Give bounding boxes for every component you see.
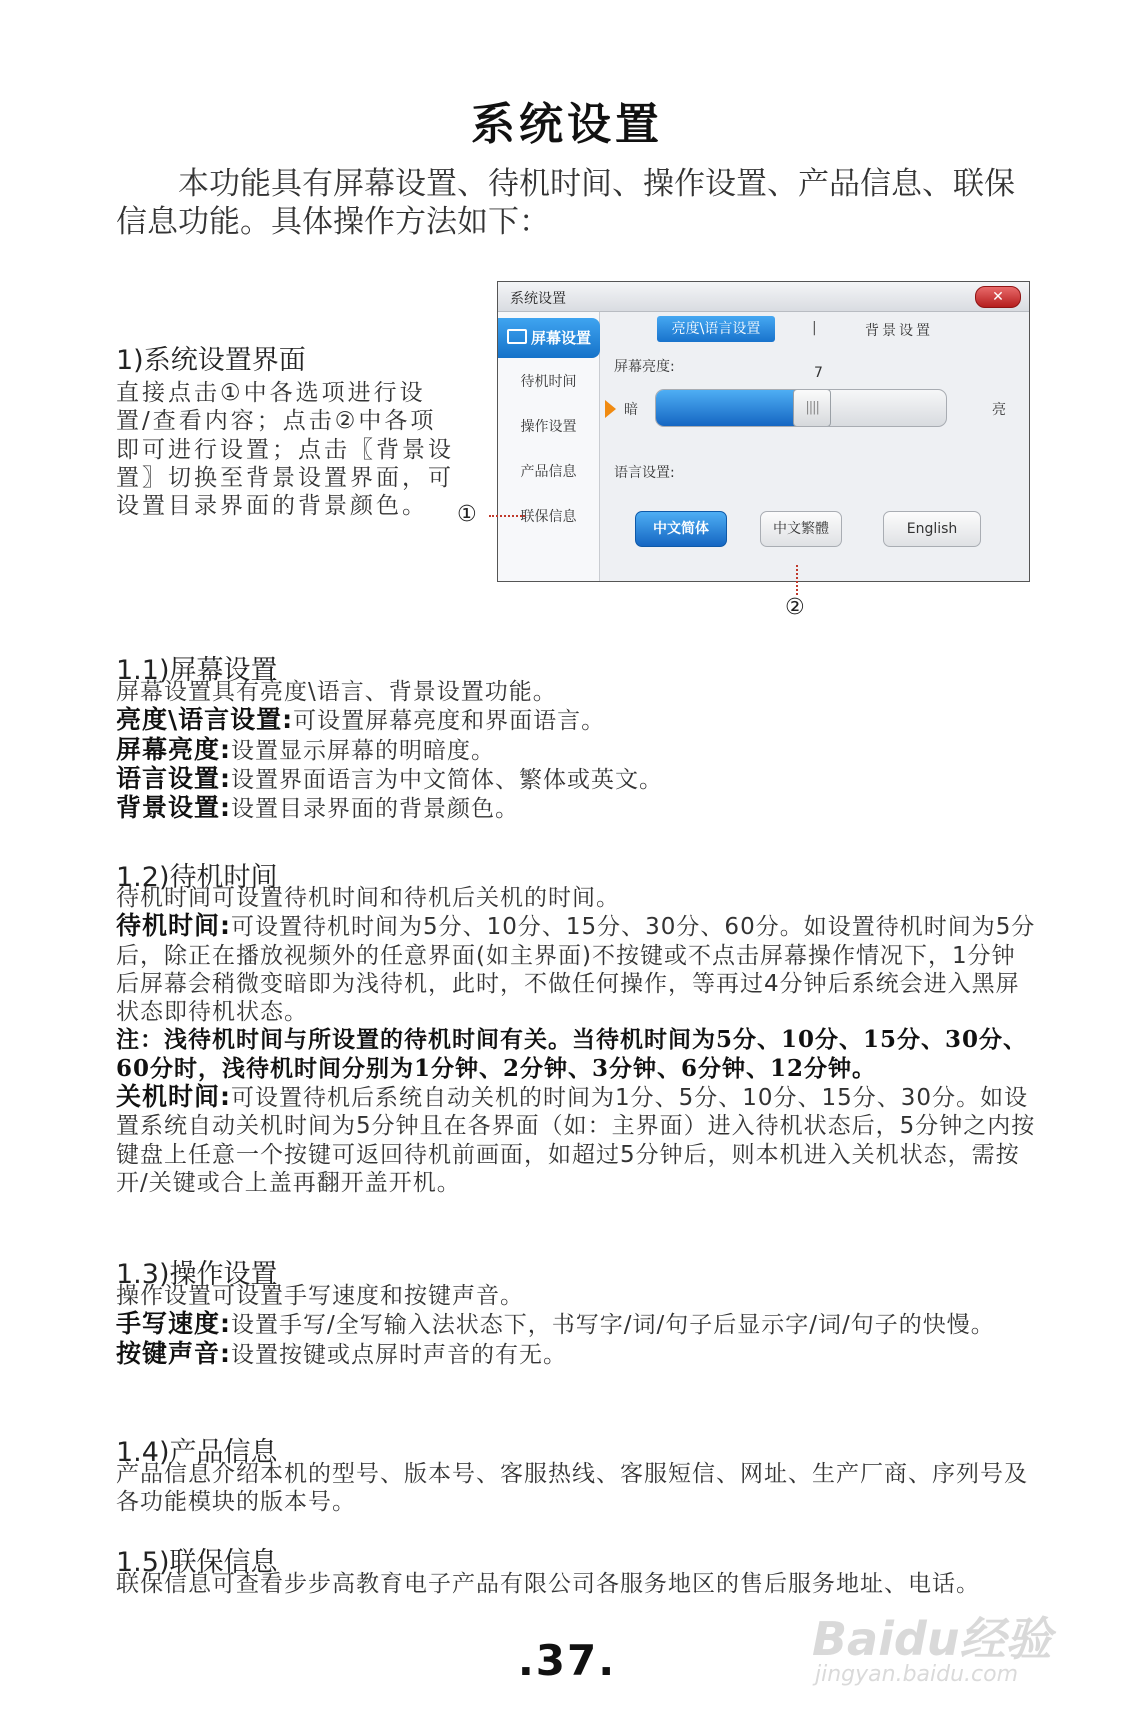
brightness-label: 屏幕亮度: bbox=[614, 359, 675, 375]
s11-desc4: 设置目录界面的背景颜色。 bbox=[231, 796, 519, 823]
dark-label: 暗 bbox=[624, 402, 638, 418]
s13-term1: 手写速度: bbox=[116, 1309, 231, 1339]
caption-body: 直接点击①中各选项进行设置/查看内容；点击②中各项即可进行设置；点击〖背景设置〗切换至背景设置界面，可设置目录界面的背景颜色。 bbox=[116, 380, 454, 520]
section-heading-1-4: 1.4)产品信息 bbox=[116, 1437, 278, 1468]
section-1-1-body bbox=[116, 678, 1036, 823]
s13-line1: 操作设置可设置手写速度和按键声音。 bbox=[116, 1283, 524, 1309]
bright-label: 亮 bbox=[992, 402, 1006, 418]
lang-button-traditional[interactable]: 中文繁體 bbox=[760, 511, 842, 547]
section-heading-1: 1)系统设置界面 bbox=[116, 345, 306, 376]
tab-background[interactable]: 背景设置 bbox=[865, 323, 933, 339]
callout-2: ② bbox=[785, 595, 805, 620]
s12-term1: 待机时间: bbox=[116, 911, 231, 941]
s11-line1: 屏幕设置具有亮度\语言、背景设置功能。 bbox=[116, 679, 557, 705]
intro-paragraph: 本功能具有屏幕设置、待机时间、操作设置、产品信息、联保信息功能。具体操作方法如下： bbox=[116, 166, 1015, 240]
watermark-url: jingyan.baidu.com bbox=[815, 1662, 1019, 1687]
callout-2-leader bbox=[796, 565, 798, 595]
section-1-3-body bbox=[116, 1282, 1036, 1369]
sidebar-item-warranty-info[interactable]: 联保信息 bbox=[520, 509, 577, 525]
s11-desc2: 设置显示屏幕的明暗度。 bbox=[231, 737, 495, 764]
callout-1-leader bbox=[489, 515, 525, 517]
section-1-5-body: 联保信息可查看步步高教育电子产品有限公司各服务地区的售后服务地址、电话。 bbox=[116, 1571, 980, 1597]
s11-term1: 亮度\语言设置: bbox=[116, 705, 294, 735]
section-heading-1-1: 1.1)屏幕设置 bbox=[116, 655, 278, 686]
settings-tabs bbox=[599, 312, 1029, 348]
brightness-value: 7 bbox=[814, 365, 823, 381]
slider-fill bbox=[656, 390, 795, 426]
s13-desc2: 设置按键或点屏时声音的有无。 bbox=[231, 1341, 567, 1368]
s12-note: 注：浅待机时间与所设置的待机时间有关。当待机时间为5分、10分、15分、30分、60分时，浅待机时间分别为1分钟、2分钟、3分钟、6分钟、12分钟。 bbox=[116, 1026, 1028, 1082]
s12-desc2: 可设置待机后系统自动关机的时间为1分、5分、10分、15分、30分。如设置系统自动关机时间为5分钟且在各界面（如：主界面）进入待机状态后，5分钟之内按键盘上任意一个按键可返回待机前画面，如超过5分钟后，则本机进入关机状态，需按开/关键或合上盖再翻开盖开机。 bbox=[116, 1085, 1036, 1196]
page-number: .37. bbox=[517, 1636, 617, 1685]
window-title: 系统设置 bbox=[510, 291, 566, 307]
brightness-slider[interactable] bbox=[655, 389, 947, 427]
s11-desc3: 设置界面语言为中文简体、繁体或英文。 bbox=[231, 766, 663, 793]
watermark-logo: Baidu经验 bbox=[812, 1612, 1052, 1666]
s11-desc1: 可设置屏幕亮度和界面语言。 bbox=[293, 708, 606, 735]
section-heading-1-2: 1.2)待机时间 bbox=[116, 862, 278, 893]
s11-term2: 屏幕亮度: bbox=[116, 734, 231, 764]
sidebar-item-screen[interactable]: 屏幕设置 bbox=[498, 318, 600, 358]
settings-sidebar bbox=[498, 312, 600, 581]
sidebar-item-operation[interactable]: 操作设置 bbox=[520, 419, 577, 435]
tab-separator: | bbox=[812, 320, 817, 336]
callout-1: ① bbox=[457, 502, 477, 527]
window-titlebar bbox=[498, 282, 1029, 312]
system-settings-caption bbox=[116, 338, 456, 520]
section-1-4-body: 产品信息介绍本机的型号、版本号、客服热线、客服短信、网址、生产厂商、序列号及各功能模块的版本号。 bbox=[116, 1461, 1028, 1516]
sidebar-item-standby[interactable]: 待机时间 bbox=[520, 374, 577, 390]
settings-window bbox=[497, 281, 1030, 582]
slider-thumb[interactable]: |||| bbox=[793, 389, 831, 427]
s13-term2: 按键声音: bbox=[116, 1338, 231, 1368]
s11-term3: 语言设置: bbox=[116, 763, 231, 793]
section-heading-1-3: 1.3)操作设置 bbox=[116, 1259, 278, 1290]
lang-button-english[interactable]: English bbox=[883, 511, 981, 547]
page-title: 系统设置 bbox=[471, 99, 663, 150]
s12-term2: 关机时间: bbox=[116, 1082, 231, 1112]
language-label: 语言设置: bbox=[614, 465, 675, 481]
section-heading-1-5: 1.5)联保信息 bbox=[116, 1547, 278, 1578]
monitor-icon bbox=[507, 329, 527, 344]
s11-term4: 背景设置: bbox=[116, 793, 231, 823]
sidebar-item-product-info[interactable]: 产品信息 bbox=[520, 464, 577, 480]
section-1-2-body bbox=[116, 884, 1036, 1197]
s12-desc1: 可设置待机时间为5分、10分、15分、30分、60分。如设置待机时间为5分后，除正在播放视频外的任意界面(如主界面)不按键或不点击屏幕操作情况下，1分钟后屏幕会稍微变暗即为浅待机，此时，不做任何操作，等再过4分钟后系统会进入黑屏状态即待机状态。 bbox=[116, 914, 1036, 1026]
s13-desc1: 设置手写/全写输入法状态下，书写字/词/句子后显示字/词/句子的快慢。 bbox=[231, 1312, 995, 1339]
tab-brightness-language[interactable]: 亮度\语言设置 bbox=[657, 316, 775, 342]
pointer-arrow-icon bbox=[605, 400, 616, 418]
s12-line1: 待机时间可设置待机时间和待机后关机的时间。 bbox=[116, 885, 620, 911]
lang-button-simplified[interactable]: 中文简体 bbox=[635, 511, 727, 547]
close-icon[interactable]: ✕ bbox=[975, 286, 1021, 308]
